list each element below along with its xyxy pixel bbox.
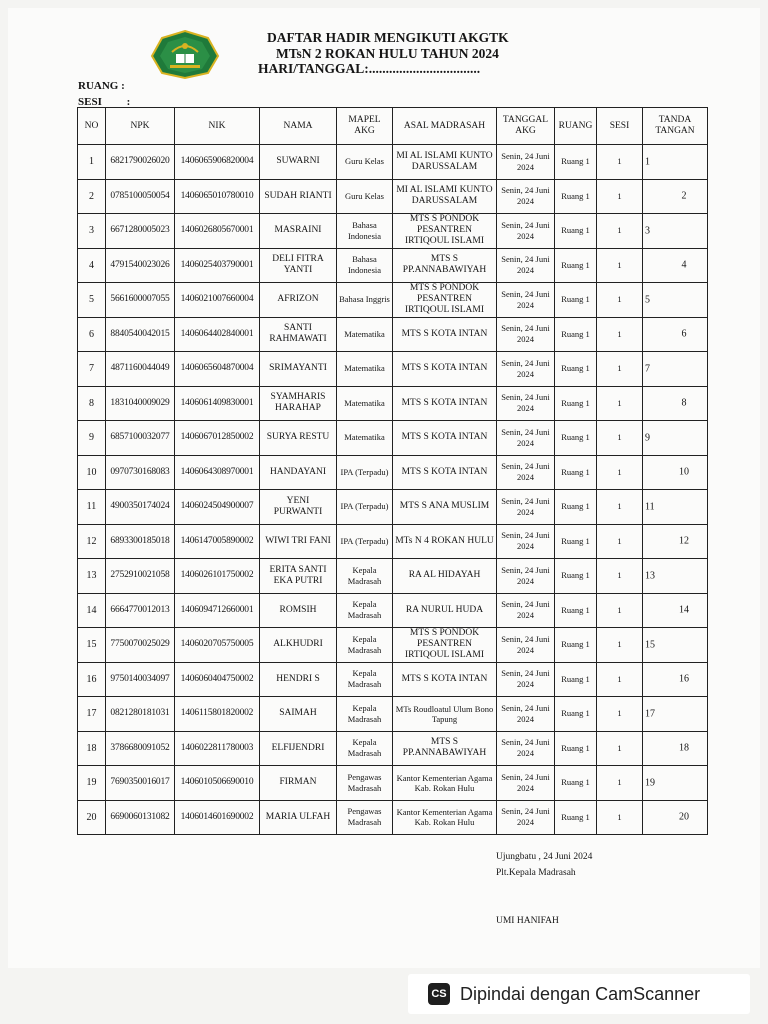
col-header-sesi: SESI [597,108,643,145]
cell-asal-madrasah: MTS S PP.ANNABAWIYAH [393,248,497,283]
cell-ruang: Ruang 1 [555,559,597,594]
place-date: Ujungbatu , 24 Juni 2024 [496,852,593,862]
table-row [78,559,708,594]
cell-mapel: Matematika [337,317,393,352]
cell-sesi: 1 [597,731,643,766]
signature-number: 4 [681,259,687,271]
col-header-nik: NIK [175,108,260,145]
title-line-1: DAFTAR HADIR MENGIKUTI AKGTK [267,30,509,45]
col-header-nama: NAMA [260,108,337,145]
cell-npk: 4791540023026 [106,248,175,283]
cell-mapel: Matematika [337,421,393,456]
cell-sesi: 1 [597,662,643,697]
cell-no: 17 [78,697,106,732]
cell-ruang: Ruang 1 [555,800,597,835]
cell-tanda-tangan [643,800,708,835]
cell-tanda-tangan [643,248,708,283]
signature-number: 6 [681,328,687,340]
cell-mapel: IPA (Terpadu) [337,524,393,559]
cell-npk: 9750140034097 [106,662,175,697]
signature-number: 7 [645,363,650,375]
document-sheet [8,8,760,968]
cell-nama: WIWI TRI FANI [260,524,337,559]
cell-ruang: Ruang 1 [555,490,597,525]
signature-number: 1 [645,156,650,168]
cell-tanggal: Senin, 24 Juni 2024 [497,628,555,663]
col-header-mapel: MAPEL AKG [337,108,393,145]
cell-tanggal: Senin, 24 Juni 2024 [497,317,555,352]
table-row [78,662,708,697]
signature-number: 10 [679,466,689,478]
signature-number: 11 [645,501,655,513]
cell-no: 5 [78,283,106,318]
col-header-npk: NPK [106,108,175,145]
cell-nik: 1406065010780010 [175,179,260,214]
cell-mapel: Guru Kelas [337,179,393,214]
cell-ruang: Ruang 1 [555,386,597,421]
cell-nama: MARIA ULFAH [260,800,337,835]
sesi-colon: : [126,96,131,108]
cell-nama: AFRIZON [260,283,337,318]
cell-nama: YENI PURWANTI [260,490,337,525]
cell-tanggal: Senin, 24 Juni 2024 [497,662,555,697]
cell-tanggal: Senin, 24 Juni 2024 [497,455,555,490]
cell-no: 14 [78,593,106,628]
cell-nik: 1406021007660004 [175,283,260,318]
table-row [78,524,708,559]
cell-sesi: 1 [597,766,643,801]
cell-sesi: 1 [597,145,643,180]
cell-tanggal: Senin, 24 Juni 2024 [497,697,555,732]
signature-number: 3 [645,225,650,237]
cell-tanda-tangan [643,524,708,559]
cell-npk: 0785100050054 [106,179,175,214]
cell-asal-madrasah: MTs Roudloatul Ulum Bono Tapung [393,697,497,732]
cell-sesi: 1 [597,524,643,559]
cell-asal-madrasah: Kantor Kementerian Agama Kab. Rokan Hulu [393,766,497,801]
signature-number: 13 [645,570,655,582]
cell-tanggal: Senin, 24 Juni 2024 [497,731,555,766]
cell-ruang: Ruang 1 [555,697,597,732]
table-row [78,386,708,421]
cell-nik: 1406060404750002 [175,662,260,697]
cell-ruang: Ruang 1 [555,421,597,456]
cell-tanggal: Senin, 24 Juni 2024 [497,214,555,249]
signature-number: 2 [681,190,687,202]
ruang-label: RUANG : [78,80,125,92]
cell-npk: 4871160044049 [106,352,175,387]
cell-nik: 1406010506690010 [175,766,260,801]
cell-tanggal: Senin, 24 Juni 2024 [497,248,555,283]
cell-npk: 6821790026020 [106,145,175,180]
cell-no: 7 [78,352,106,387]
cell-asal-madrasah: MTS S KOTA INTAN [393,421,497,456]
kemenag-logo-icon [146,28,224,80]
col-header-no: NO [78,108,106,145]
table-row [78,179,708,214]
cell-nik: 1406061409830001 [175,386,260,421]
cell-no: 6 [78,317,106,352]
cell-ruang: Ruang 1 [555,248,597,283]
cell-ruang: Ruang 1 [555,179,597,214]
cell-nama: ERITA SANTI EKA PUTRI [260,559,337,594]
cell-sesi: 1 [597,490,643,525]
cell-nama: SAIMAH [260,697,337,732]
cell-nik: 1406094712660001 [175,593,260,628]
signature-number: 20 [679,811,689,823]
cell-asal-madrasah: MTS S PP.ANNABAWIYAH [393,731,497,766]
cell-nama: SURYA RESTU [260,421,337,456]
cell-tanda-tangan [643,628,708,663]
cell-tanda-tangan [643,697,708,732]
cell-nik: 1406065906820004 [175,145,260,180]
cell-npk: 4900350174024 [106,490,175,525]
cell-sesi: 1 [597,593,643,628]
cell-mapel: Kepala Madrasah [337,593,393,628]
cell-asal-madrasah: Kantor Kementerian Agama Kab. Rokan Hulu [393,800,497,835]
signature-number: 17 [645,708,655,720]
cell-npk: 8840540042015 [106,317,175,352]
cell-npk: 6664770012013 [106,593,175,628]
cell-tanda-tangan [643,214,708,249]
cell-nik: 1406014601690002 [175,800,260,835]
signer-name: UMI HANIFAH [496,916,559,926]
cell-tanggal: Senin, 24 Juni 2024 [497,800,555,835]
table-row [78,697,708,732]
cell-no: 13 [78,559,106,594]
cell-nik: 1406065604870004 [175,352,260,387]
cell-no: 19 [78,766,106,801]
cell-nama: HENDRI S [260,662,337,697]
cell-no: 1 [78,145,106,180]
cell-tanggal: Senin, 24 Juni 2024 [497,179,555,214]
camscanner-text: Dipindai dengan CamScanner [460,983,701,1004]
col-header-asal: ASAL MADRASAH [393,108,497,145]
cell-sesi: 1 [597,317,643,352]
cell-tanggal: Senin, 24 Juni 2024 [497,559,555,594]
cell-npk: 2752910021058 [106,559,175,594]
cell-asal-madrasah: MI AL ISLAMI KUNTO DARUSSALAM [393,145,497,180]
cell-nik: 1406024504900007 [175,490,260,525]
cell-no: 9 [78,421,106,456]
cell-nik: 1406064308970001 [175,455,260,490]
cell-nama: SRIMAYANTI [260,352,337,387]
cell-nama: SUWARNI [260,145,337,180]
cell-no: 2 [78,179,106,214]
cell-no: 4 [78,248,106,283]
signature-number: 5 [645,294,650,306]
document-title [258,30,558,77]
cell-asal-madrasah: MTS S PONDOK PESANTREN IRTIQOUL ISLAMI [393,283,497,318]
cell-nik: 1406025403790001 [175,248,260,283]
table-row [78,731,708,766]
cell-sesi: 1 [597,628,643,663]
cell-mapel: IPA (Terpadu) [337,490,393,525]
cell-nik: 1406147005890002 [175,524,260,559]
camscanner-watermark [408,974,750,1014]
cell-nama: SANTI RAHMAWATI [260,317,337,352]
cell-no: 3 [78,214,106,249]
cell-tanggal: Senin, 24 Juni 2024 [497,524,555,559]
cell-npk: 6690060131082 [106,800,175,835]
cell-tanda-tangan [643,283,708,318]
signature-number: 14 [679,604,689,616]
cell-no: 20 [78,800,106,835]
title-line-3: HARI/TANGGAL:................................. [258,61,481,76]
cell-npk: 5661600007055 [106,283,175,318]
cell-no: 16 [78,662,106,697]
cell-tanda-tangan [643,386,708,421]
signer-role: Plt.Kepala Madrasah [496,868,576,878]
cell-asal-madrasah: MTS S ANA MUSLIM [393,490,497,525]
table-header-row [78,108,708,145]
table-row [78,352,708,387]
cell-mapel: Kepala Madrasah [337,662,393,697]
cell-asal-madrasah: MI AL ISLAMI KUNTO DARUSSALAM [393,179,497,214]
cell-tanda-tangan [643,145,708,180]
cell-mapel: Matematika [337,386,393,421]
cell-npk: 3786680091052 [106,731,175,766]
camscanner-logo-icon: CS [428,983,450,1005]
cell-asal-madrasah: MTs N 4 ROKAN HULU [393,524,497,559]
cell-nama: ROMSIH [260,593,337,628]
signature-number: 12 [679,535,689,547]
signature-number: 16 [679,673,689,685]
signature-number: 8 [681,397,687,409]
table-row [78,421,708,456]
cell-tanggal: Senin, 24 Juni 2024 [497,490,555,525]
cell-npk: 7690350016017 [106,766,175,801]
cell-nik: 1406026101750002 [175,559,260,594]
attendance-table [77,107,708,835]
cell-tanda-tangan [643,455,708,490]
cell-sesi: 1 [597,455,643,490]
cell-nama: FIRMAN [260,766,337,801]
cell-tanda-tangan [643,593,708,628]
cell-mapel: IPA (Terpadu) [337,455,393,490]
col-header-tanda-tangan: TANDA TANGAN [643,108,708,145]
cell-npk: 6671280005023 [106,214,175,249]
col-header-tanggal: TANGGAL AKG [497,108,555,145]
cell-mapel: Kepala Madrasah [337,697,393,732]
cell-asal-madrasah: RA AL HIDAYAH [393,559,497,594]
signature-number: 18 [679,742,689,754]
cell-asal-madrasah: MTS S KOTA INTAN [393,455,497,490]
cell-asal-madrasah: MTS S KOTA INTAN [393,386,497,421]
cell-nama: HANDAYANI [260,455,337,490]
cell-ruang: Ruang 1 [555,214,597,249]
cell-no: 15 [78,628,106,663]
cell-nama: DELI FITRA YANTI [260,248,337,283]
cell-ruang: Ruang 1 [555,766,597,801]
cell-ruang: Ruang 1 [555,593,597,628]
cell-mapel: Kepala Madrasah [337,628,393,663]
cell-no: 10 [78,455,106,490]
cell-nik: 1406067012850002 [175,421,260,456]
cell-npk: 0821280181031 [106,697,175,732]
cell-nik: 1406115801820002 [175,697,260,732]
cell-sesi: 1 [597,697,643,732]
cell-tanggal: Senin, 24 Juni 2024 [497,145,555,180]
cell-ruang: Ruang 1 [555,317,597,352]
cell-tanda-tangan [643,559,708,594]
cell-tanda-tangan [643,352,708,387]
cell-nama: ELFIJENDRI [260,731,337,766]
cell-nik: 1406022811780003 [175,731,260,766]
cell-asal-madrasah: MTS S KOTA INTAN [393,317,497,352]
cell-sesi: 1 [597,283,643,318]
cell-mapel: Bahasa Inggris [337,283,393,318]
cell-npk: 0970730168083 [106,455,175,490]
cell-asal-madrasah: MTS S PONDOK PESANTREN IRTIQOUL ISLAMI [393,628,497,663]
cell-asal-madrasah: MTS S KOTA INTAN [393,352,497,387]
cell-ruang: Ruang 1 [555,145,597,180]
table-row [78,490,708,525]
cell-no: 18 [78,731,106,766]
table-row [78,145,708,180]
cell-tanda-tangan [643,731,708,766]
cell-mapel: Pengawas Madrasah [337,766,393,801]
cell-sesi: 1 [597,386,643,421]
cell-mapel: Kepala Madrasah [337,731,393,766]
cell-asal-madrasah: RA NURUL HUDA [393,593,497,628]
cell-ruang: Ruang 1 [555,628,597,663]
cell-npk: 6893300185018 [106,524,175,559]
cell-mapel: Matematika [337,352,393,387]
cell-ruang: Ruang 1 [555,662,597,697]
table-row [78,766,708,801]
cell-tanda-tangan [643,662,708,697]
cell-sesi: 1 [597,214,643,249]
cell-no: 11 [78,490,106,525]
cell-tanda-tangan [643,490,708,525]
cell-nama: SUDAH RIANTI [260,179,337,214]
cell-sesi: 1 [597,559,643,594]
cell-npk: 7750070025029 [106,628,175,663]
cell-npk: 1831040009029 [106,386,175,421]
cell-tanggal: Senin, 24 Juni 2024 [497,283,555,318]
table-row [78,283,708,318]
cell-asal-madrasah: MTS S KOTA INTAN [393,662,497,697]
table-row [78,248,708,283]
cell-no: 8 [78,386,106,421]
table-row [78,317,708,352]
cell-tanggal: Senin, 24 Juni 2024 [497,386,555,421]
cell-mapel: Bahasa Indonesia [337,214,393,249]
signature-number: 19 [645,777,655,789]
cell-sesi: 1 [597,179,643,214]
cell-ruang: Ruang 1 [555,352,597,387]
cell-sesi: 1 [597,352,643,387]
cell-tanggal: Senin, 24 Juni 2024 [497,766,555,801]
signature-number: 9 [645,432,650,444]
cell-tanda-tangan [643,179,708,214]
cell-nik: 1406020705750005 [175,628,260,663]
cell-nama: ALKHUDRI [260,628,337,663]
cell-tanda-tangan [643,317,708,352]
cell-tanggal: Senin, 24 Juni 2024 [497,352,555,387]
table-row [78,593,708,628]
table-row [78,214,708,249]
cell-nik: 1406064402840001 [175,317,260,352]
sesi-label-text: SESI [78,96,102,108]
cell-mapel: Kepala Madrasah [337,559,393,594]
col-header-ruang: RUANG [555,108,597,145]
cell-sesi: 1 [597,248,643,283]
table-row [78,800,708,835]
cell-sesi: 1 [597,800,643,835]
table-row [78,455,708,490]
table-body [78,145,708,835]
signature-number: 15 [645,639,655,651]
cell-nama: MASRAINI [260,214,337,249]
table-row [78,628,708,663]
cell-nama: SYAMHARIS HARAHAP [260,386,337,421]
cell-ruang: Ruang 1 [555,731,597,766]
cell-tanggal: Senin, 24 Juni 2024 [497,593,555,628]
cell-sesi: 1 [597,421,643,456]
cell-tanda-tangan [643,421,708,456]
cell-asal-madrasah: MTS S PONDOK PESANTREN IRTIQOUL ISLAMI [393,214,497,249]
cell-mapel: Bahasa Indonesia [337,248,393,283]
cell-mapel: Pengawas Madrasah [337,800,393,835]
cell-tanda-tangan [643,766,708,801]
cell-mapel: Guru Kelas [337,145,393,180]
cell-ruang: Ruang 1 [555,455,597,490]
cell-ruang: Ruang 1 [555,283,597,318]
cell-ruang: Ruang 1 [555,524,597,559]
cell-npk: 6857100032077 [106,421,175,456]
cell-no: 12 [78,524,106,559]
cell-nik: 1406026805670001 [175,214,260,249]
title-line-2: MTsN 2 ROKAN HULU TAHUN 2024 [276,45,499,61]
cell-tanggal: Senin, 24 Juni 2024 [497,421,555,456]
